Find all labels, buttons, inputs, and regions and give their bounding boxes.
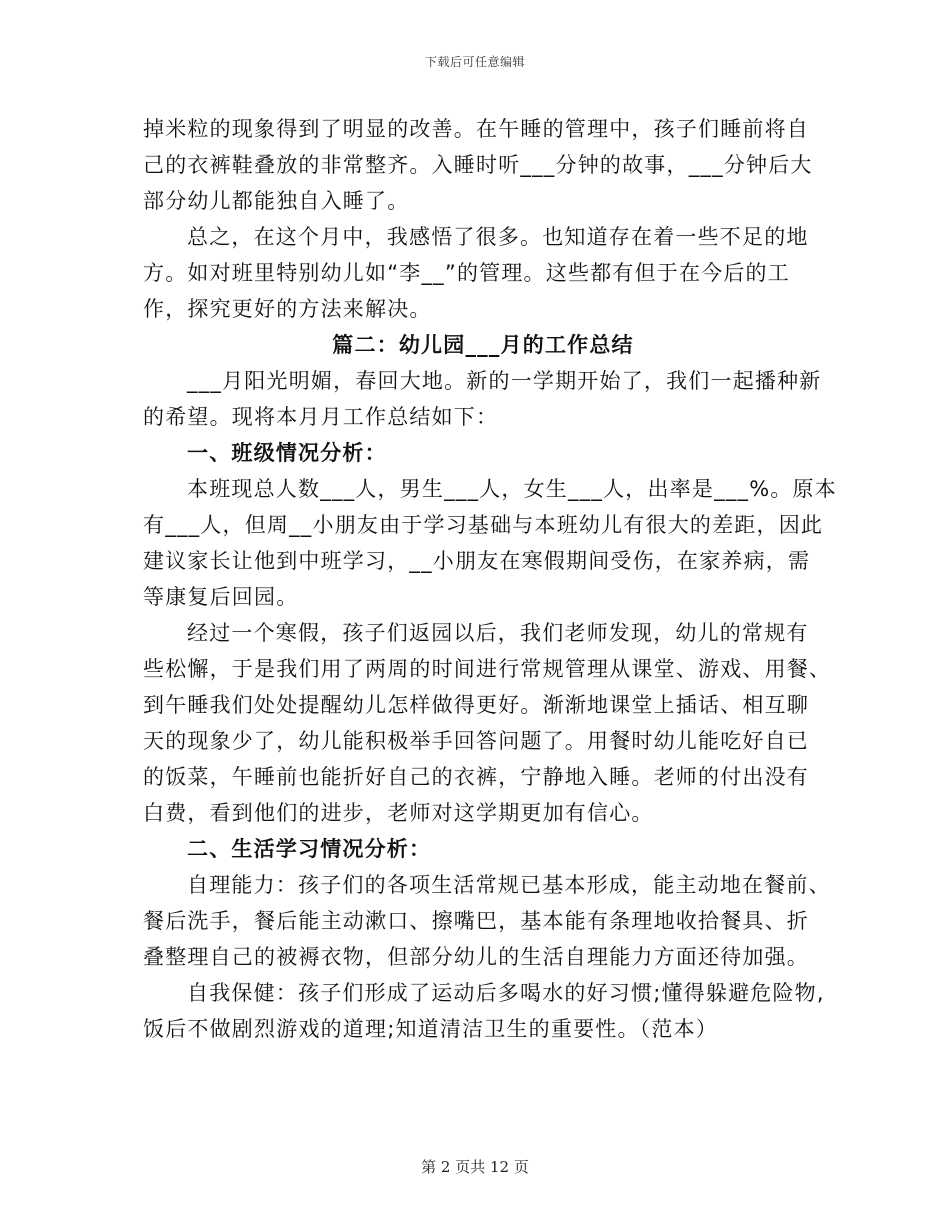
- paragraph-line: 叠整理自己的被褥衣物，但部分幼儿的生活自理能力方面还待加强。: [143, 945, 809, 969]
- paragraph-line: 等康复后回园。: [143, 585, 299, 609]
- paragraph-line: 部分幼儿都能独自入睡了。: [143, 189, 410, 213]
- paragraph-line: 作，探究更好的方法来解决。: [143, 297, 432, 321]
- paragraph-line: 自理能力：孩子们的各项生活常规已基本形成，能主动地在餐前、: [187, 873, 831, 897]
- paragraph-line: 餐后洗手，餐后能主动漱口、擦嘴巴，基本能有条理地收拾餐具、折: [143, 909, 809, 933]
- paragraph-line: 经过一个寒假，孩子们返园以后，我们老师发现，幼儿的常规有: [187, 621, 809, 645]
- paragraph-line: 掉米粒的现象得到了明显的改善。在午睡的管理中，孩子们睡前将自: [143, 117, 809, 141]
- paragraph-line: ___月阳光明媚，春回大地。新的一学期开始了，我们一起播种新: [187, 369, 822, 393]
- paragraph-line: 建议家长让他到中班学习，__小朋友在寒假期间受伤，在家养病，需: [143, 549, 811, 573]
- paragraph-line: 饭后不做剧烈游戏的道理;知道清洁卫生的重要性。（范本）: [143, 1017, 718, 1041]
- paragraph-line: 有___人，但周__小朋友由于学习基础与本班幼儿有很大的差距，因此: [143, 513, 824, 537]
- paragraph-line: 总之，在这个月中，我感悟了很多。也知道存在着一些不足的地: [187, 225, 809, 249]
- paragraph-line: 的饭菜，午睡前也能折好自己的衣裤，宁静地入睡。老师的付出没有: [143, 765, 809, 789]
- paragraph-line: 些松懈，于是我们用了两周的时间进行常规管理从课堂、游戏、用餐、: [143, 657, 832, 681]
- paragraph-line: 的希望。现将本月月工作总结如下：: [143, 405, 499, 429]
- paragraph-line: 己的衣裤鞋叠放的非常整齐。入睡时听___分钟的故事，___分钟后大: [143, 153, 813, 177]
- section-heading: 一、班级情况分析：: [187, 441, 387, 465]
- paragraph-line: 自我保健：孩子们形成了运动后多喝水的好习惯;懂得躲避危险物,: [187, 981, 825, 1005]
- page-footer: 第 2 页共 12 页: [421, 1158, 529, 1176]
- paragraph-line: 本班现总人数___人，男生___人，女生___人，出率是___%。原本: [187, 477, 837, 501]
- page-header: 下载后可任意编辑: [424, 55, 525, 69]
- paragraph-line: 白费，看到他们的进步，老师对这学期更加有信心。: [143, 801, 654, 825]
- paragraph-line: 天的现象少了，幼儿能积极举手回答问题了。用餐时幼儿能吃好自已: [143, 729, 809, 753]
- section-title: 篇二：幼儿园___月的工作总结: [332, 333, 634, 357]
- document-body: [143, 111, 837, 1047]
- section-heading: 二、生活学习情况分析：: [187, 837, 432, 861]
- paragraph-line: 方。如对班里特别幼儿如“李__”的管理。这些都有但于在今后的工: [143, 261, 790, 285]
- paragraph-line: 到午睡我们处处提醒幼儿怎样做得更好。渐渐地课堂上插话、相互聊: [143, 693, 809, 717]
